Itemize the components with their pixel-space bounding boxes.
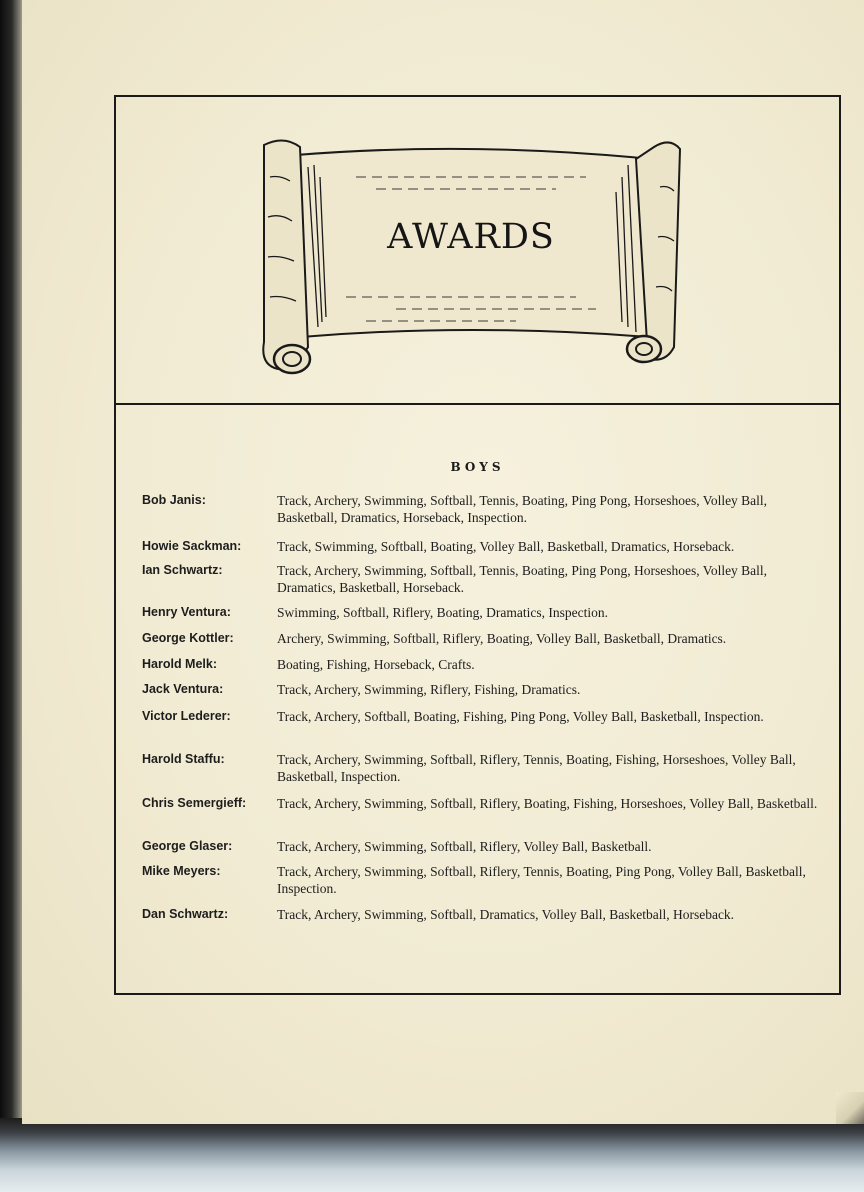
scan-shadow-bottom xyxy=(0,1118,864,1192)
award-list: Track, Swimming, Softball, Boating, Volley Ball, Basketball, Dramatics, Horseback. xyxy=(277,539,735,554)
recipient-name: Victor Lederer: xyxy=(142,709,231,723)
recipient-name: Henry Ventura: xyxy=(142,605,231,619)
paper-page xyxy=(22,0,864,1124)
award-list: Track, Archery, Swimming, Softball, Tennis, Boating, Ping Pong, Horseshoes, Volley Ball, Dramatics, Basketball, Horseback. xyxy=(277,563,768,595)
recipient-name: George Glaser: xyxy=(142,839,233,853)
recipient-name: Chris Semergieff: xyxy=(142,796,247,810)
scroll-illustration xyxy=(256,137,686,387)
award-list: Track, Archery, Swimming, Softball, Tennis, Boating, Ping Pong, Horseshoes, Volley Ball, Basketball, Dramatics, Horseback, Inspection. xyxy=(277,493,768,525)
recipient-name: Harold Melk: xyxy=(142,657,218,671)
page-curl xyxy=(836,1092,864,1124)
recipient-name: Jack Ventura: xyxy=(142,682,224,696)
recipient-name: George Kottler: xyxy=(142,631,234,645)
award-list: Track, Archery, Swimming, Softball, Dramatics, Volley Ball, Basketball, Horseback. xyxy=(277,907,735,922)
recipient-name: Ian Schwartz: xyxy=(142,563,223,577)
recipient-name: Dan Schwartz: xyxy=(142,907,229,921)
section-heading: BOYS xyxy=(450,460,505,474)
award-list: Track, Archery, Swimming, Softball, Riflery, Tennis, Boating, Fishing, Horseshoes, Volley Ball, Basketball, Inspection. xyxy=(277,752,796,784)
recipient-name: Harold Staffu: xyxy=(142,752,225,766)
section-divider xyxy=(116,403,839,405)
award-list: Swimming, Softball, Riflery, Boating, Dramatics, Inspection. xyxy=(277,605,608,620)
award-list: Track, Archery, Swimming, Softball, Riflery, Boating, Fishing, Horseshoes, Volley Ball, Basketball. xyxy=(277,796,818,811)
award-list: Archery, Swimming, Softball, Riflery, Boating, Volley Ball, Basketball, Dramatics. xyxy=(277,631,727,646)
award-list: Track, Archery, Swimming, Riflery, Fishing, Dramatics. xyxy=(277,682,581,697)
recipient-name: Howie Sackman: xyxy=(142,539,242,553)
page-title: AWARDS xyxy=(387,217,555,257)
award-list: Track, Archery, Swimming, Softball, Riflery, Volley Ball, Basketball. xyxy=(277,839,652,854)
recipient-name: Bob Janis: xyxy=(142,493,206,507)
award-list: Track, Archery, Swimming, Softball, Riflery, Tennis, Boating, Ping Pong, Volley Ball, Basketball, Inspection. xyxy=(277,864,806,896)
award-list: Track, Archery, Softball, Boating, Fishing, Ping Pong, Volley Ball, Basketball, Inspection. xyxy=(277,709,764,724)
recipient-name: Mike Meyers: xyxy=(142,864,221,878)
award-list: Boating, Fishing, Horseback, Crafts. xyxy=(277,657,475,672)
awards-frame xyxy=(114,95,841,995)
